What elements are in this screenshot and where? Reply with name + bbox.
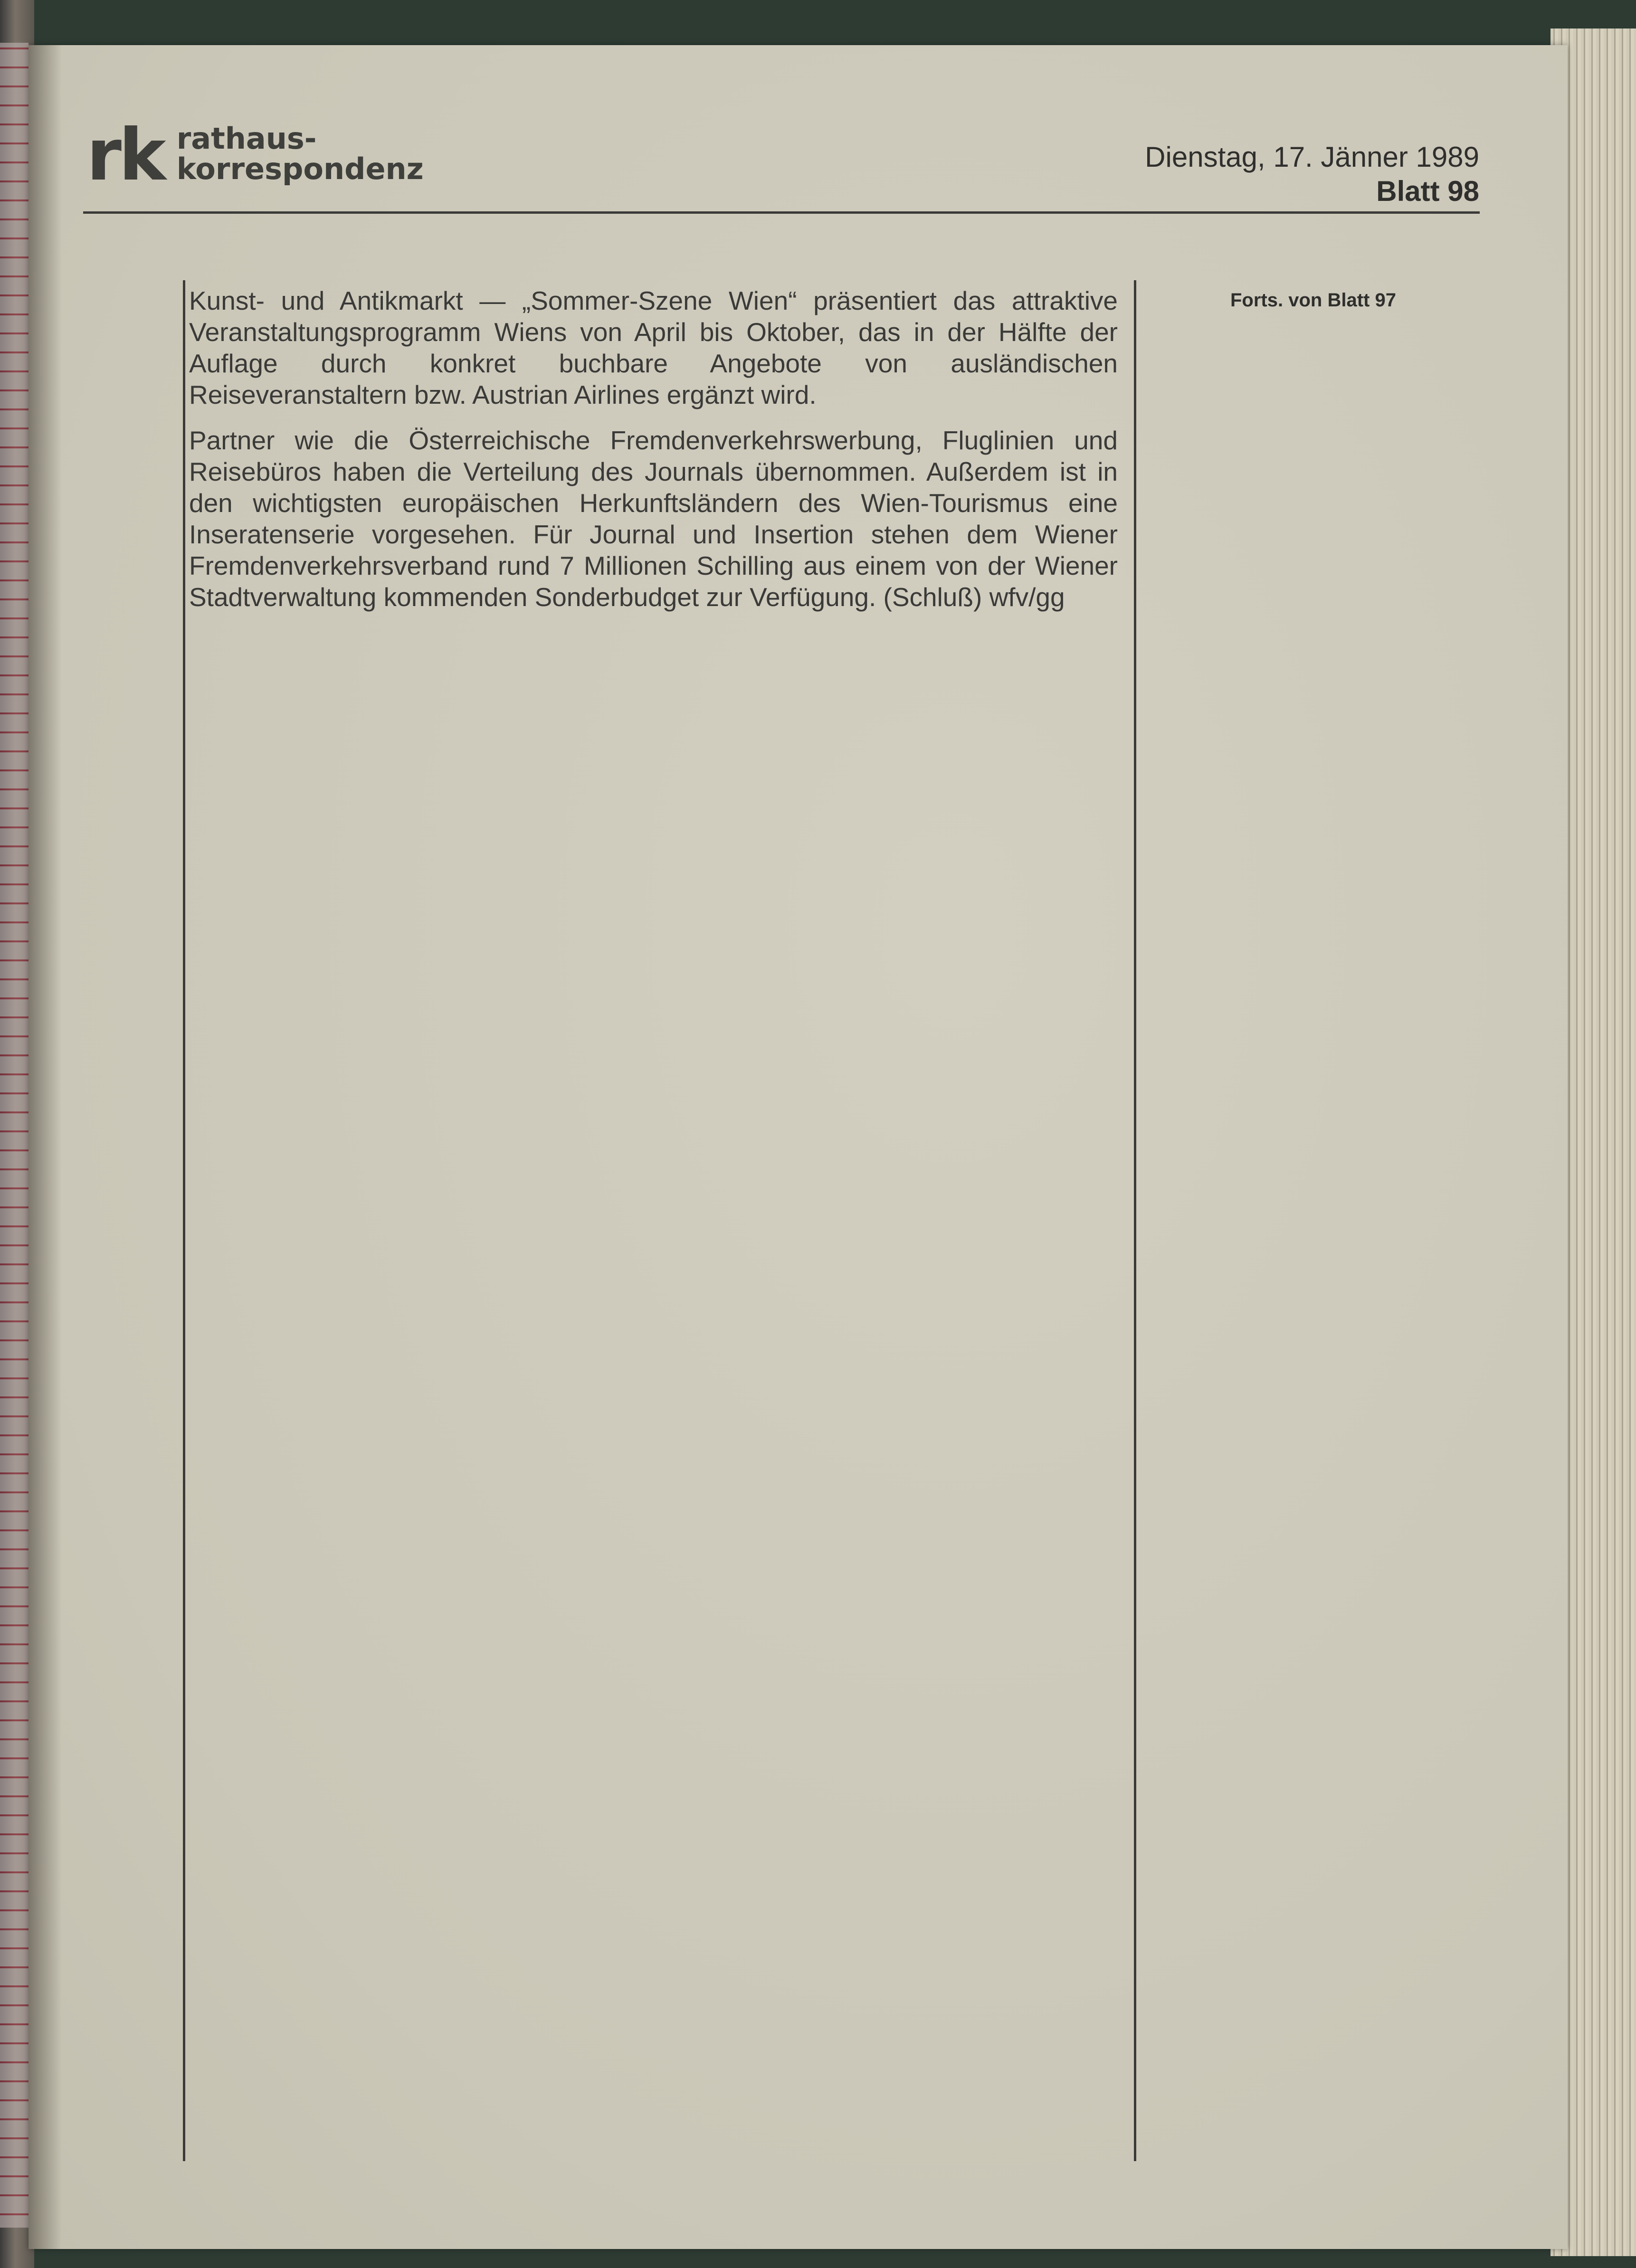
publication-logo <box>86 114 424 197</box>
logo-wordmark <box>177 123 424 186</box>
issue-date: Dienstag, 17. Jänner 1989 <box>1145 141 1479 173</box>
article-paragraph-1: Kunst- und Antikmarkt — „Sommer-Szene Wien“ präsentiert das attraktive Veranstaltungsprogramm Wiens von April bis Oktober, das in der Hälfte der Auflage durch konkret buchbare Angebote von ausländischen Reiseveranstaltern bzw. Austrian Airlines ergänzt wird. <box>189 286 1118 409</box>
article-body <box>189 285 1118 627</box>
logo-line-1: rathaus- <box>176 121 317 156</box>
gutter-shadow <box>29 45 62 2249</box>
article-paragraph-2: Partner wie die Österreichische Fremdenverkehrswerbung, Fluglinien und Reisebüros haben die Verteilung des Journals übernommen. Außerdem ist in den wichtigsten europäischen Herkunftsländern des Wien-Tourismus eine Inseratenserie vorgesehen. Für Journal und Insertion stehen dem Wiener Fremdenverkehrsverband rund 7 Millionen Schilling aus einem von der Wiener Stadtverwaltung kommenden Sonderbudget zur Verfügung. (Schluß) wfv/gg <box>189 426 1118 612</box>
column-rule-right <box>1134 280 1136 2161</box>
continued-from-note: Forts. von Blatt 97 <box>1230 290 1396 311</box>
logo-line-2: korrespondenz <box>176 152 424 186</box>
binder-marks <box>0 43 29 2228</box>
logo-mark: rk <box>86 114 163 197</box>
header-meta <box>1145 140 1479 209</box>
header-rule <box>83 211 1480 214</box>
column-rule-left <box>183 280 185 2161</box>
sheet-number: Blatt 98 <box>1376 175 1479 207</box>
